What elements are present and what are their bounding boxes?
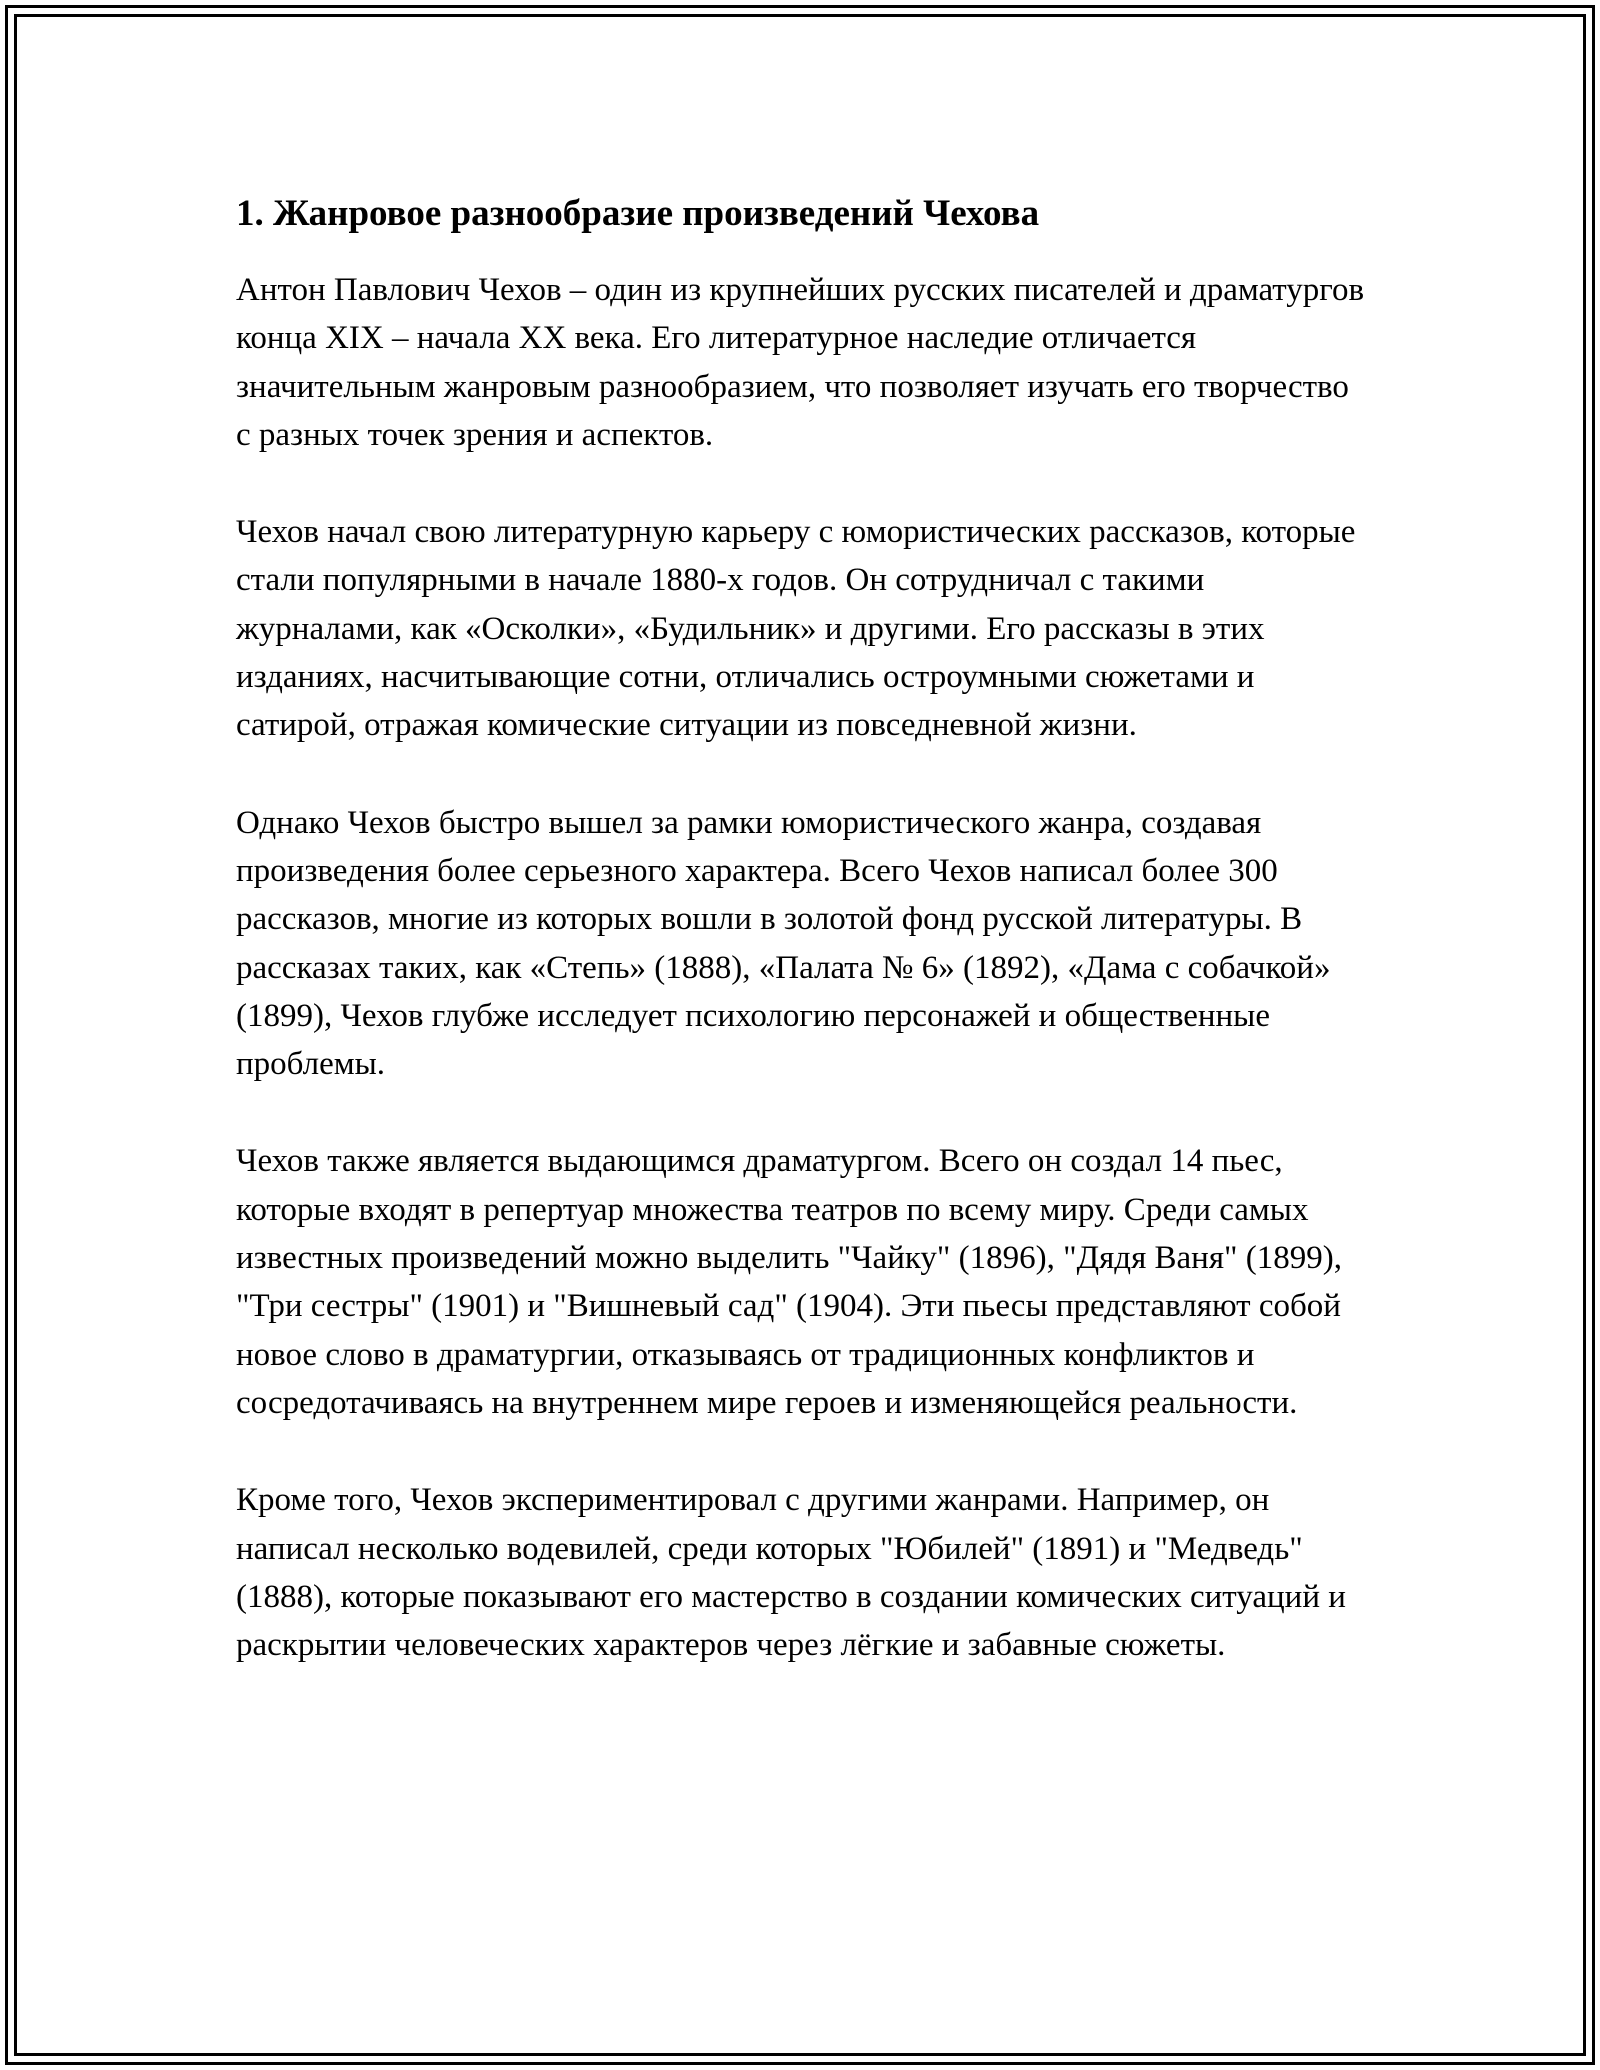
- paragraph-vaudevilles: Кроме того, Чехов экспериментировал с другими жанрами. Например, он написал несколько водевилей, среди которых "Юбилей" (1891) и "Медведь" (1888), которые показывают его мастерство в создании комических ситуаций и раскрытии человеческих характеров через лёгкие и забавные сюжеты.: [236, 1482, 1346, 1664]
- paragraph-intro: Антон Павлович Чехов – один из крупнейших русских писателей и драматургов конца XIX – начала XX века. Его литературное наследие отличается значительным жанровым разнообразием, что позволяет изучать его творчество с разных точек зрения и аспектов.: [236, 272, 1365, 453]
- paragraph-dramaturgy: Чехов также является выдающимся драматургом. Всего он создал 14 пьес, которые входят в репертуар множества театров по всему миру. Среди самых известных произведений можно выделить "Чайку" (1896), "Дядя Ваня" (1899), "Три сестры" (1901) и "Вишневый сад" (1904). Эти пьесы представляют собой новое слово в драматургии, отказываясь от традиционных конфликтов и сосредотачиваясь на внутреннем мире героев и изменяющейся реальности.: [236, 1143, 1342, 1421]
- paragraph-humor-stories: Чехов начал свою литературную карьеру с юмористических рассказов, которые стали популярными в начале 1880-х годов. Он сотрудничал с такими журналами, как «Осколки», «Будильник» и другими. Его рассказы в этих изданиях, насчитывающие сотни, отличались остроумными сюжетами и сатирой, отражая комические ситуации из повседневной жизни.: [236, 514, 1356, 744]
- document-body: [236, 188, 1366, 1669]
- section-heading: 1. Жанровое разнообразие произведений Чехова: [236, 193, 1040, 234]
- paragraph-serious-stories: Однако Чехов быстро вышел за рамки юмористического жанра, создавая произведения более серьезного характера. Всего Чехов написал более 300 рассказов, многие из которых вошли в золотой фонд русской литературы. В рассказах таких, как «Степь» (1888), «Палата № 6» (1892), «Дама с собачкой» (1899), Чехов глубже исследует психологию персонажей и общественные проблемы.: [236, 804, 1331, 1083]
